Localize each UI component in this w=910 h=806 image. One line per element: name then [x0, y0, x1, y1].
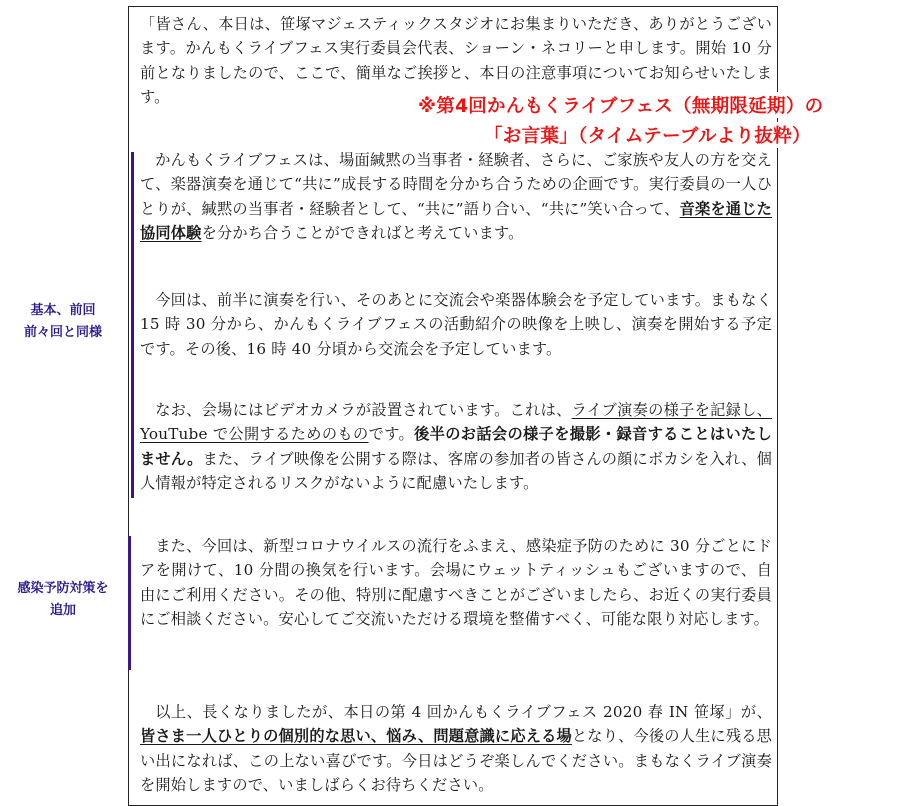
note-title-line2: 「お言葉」（タイムテーブルより抜粋）	[484, 122, 811, 148]
section-bar-infection	[128, 536, 131, 670]
no-recording-phrase: 後半のお話会の様子を撮影・録音することはいたしません。	[140, 425, 772, 468]
greeting-paragraph: 「皆さん、本日は、笹塚マジェスティックスタジオにお集まりいただき、ありがとうございます。かんもくライブフェス実行委員会代表、ショーン・ネコリーと申します。開始 10 分前となりましたので、ここで、簡単なご挨拶と、本日の注意事項についてお知らせいたします。	[140, 15, 772, 107]
closing-paragraph: 以上、長くなりましたが、本日の第 4 回かんもくライブフェス 2020 春 IN 笹塚」が、皆さま一人ひとりの個別的な思い、悩み、問題意識に応える場となり、今後の人生に残る思い出になれば、この上ない喜びです。今日はどうぞ楽しんでください。まもなくライブ演奏を開始しますので、いましばらくお待ちください。	[140, 703, 773, 795]
section-bar-basic	[131, 152, 134, 498]
note-title-line1: ※第4回かんもくライブフェス（無期限延期）の	[418, 92, 823, 118]
individual-needs-phrase: 皆さま一人ひとりの個別的な思い、悩み、問題意識に応える場	[140, 727, 572, 746]
schedule-paragraph: 今回は、前半に演奏を行い、そのあとに交流会や楽器体験会を予定しています。まもなく 15 時 30 分から、かんもくライブフェスの活動紹介の映像を上映し、演奏を開始する予定です。その後、16 時 40 分頃から交流会を予定しています。	[140, 291, 772, 358]
side-label-infection: 感染予防対策を 追加	[17, 581, 109, 618]
camera-paragraph: なお、会場にはビデオカメラが設置されています。これは、ライブ演奏の様子を記録し、YouTube で公開するためのものです。後半のお話会の様子を撮影・録音することはいたしません。また、ライブ映像を公開する際は、客席の参加者の皆さんの顔にボカシを入れ、個人情報が特定されるリスクがないように配慮いたします。	[140, 401, 772, 493]
purpose-paragraph: かんもくライブフェスは、場面緘黙の当事者・経験者、さらに、ご家族や友人の方を交えて、楽器演奏を通じて“共に”成長する時間を分かち合うための企画です。実行委員の一人ひとりが、緘黙の当事者・経験者として、“共に”語り合い、“共に”笑い合って、音楽を通じた協同体験を分かち合うことができればと考えています。	[140, 151, 772, 243]
cooperative-experience-phrase: 音楽を通じた協同体験	[140, 199, 772, 243]
youtube-recording-phrase: ライブ演奏の様子を記録し、YouTube で公開するためのもの	[140, 401, 772, 444]
side-label-basic: 基本、前回 前々回と同様	[23, 303, 102, 340]
infection-prevention-paragraph: また、今回は、新型コロナウイルスの流行をふまえ、感染症予防のために 30 分ごとにドアを開けて、10 分間の換気を行います。会場にウェットティッシュもございますので、自由にご利用ください。その他、特別に配慮すべきことがございましたら、お近くの実行委員にご相談ください。安心してご交流いただける環境を整備すべく、可能な限り対応します。	[140, 537, 772, 629]
